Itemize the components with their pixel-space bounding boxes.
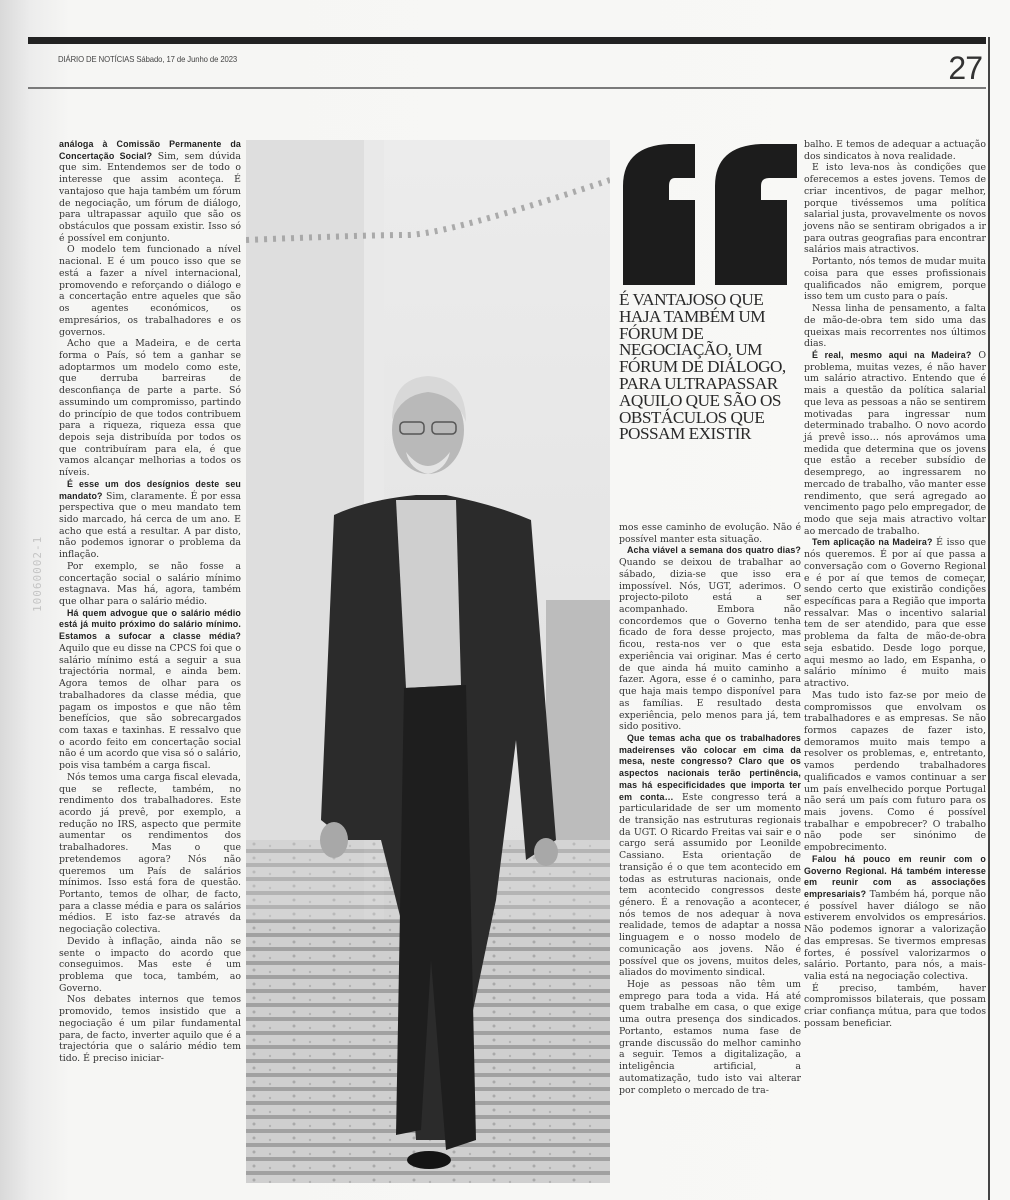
interview-question: Que temas acha que os trabalhadores madeirenses vão colocar em cima da mesa, neste congresso? Claro que os aspectos nacionais terão pertinência, mas há especificidades que importa ter em conta…: [619, 732, 801, 802]
side-barcode-text: 10060002-1: [31, 535, 44, 612]
article-paragraph: [804, 690, 986, 854]
article-paragraph: [804, 303, 986, 350]
interview-question: Falou há pouco em reunir com o Governo Regional. Há também interesse em reunir com as associações empresariais?: [804, 853, 986, 899]
answer-text: Hoje as pessoas não têm um emprego para toda a vida. Há até quem trabalhe em casa, o que exige uma outra presença dos sindicados. Portanto, estamos numa fase de grande discussão do melhor caminho a seguir. Temos a digitalização, a inteligência artificial, a automatização, tudo isto vai alterar por completo o mercado de tra-: [619, 979, 801, 1096]
article-paragraph: [804, 256, 986, 303]
article-paragraph: [619, 733, 801, 979]
article-paragraph: [804, 350, 986, 538]
article-paragraph: [804, 162, 986, 256]
article-column-1: [59, 139, 241, 1065]
pull-quote: É VANTAJOSO QUE HAJA TAMBÉM UM FÓRUM DE NEGOCIAÇÃO, UM FÓRUM DE DIÁLOGO, PARA ULTRAPASSAR AQUILO QUE SÃO OS OBSTÁCULOS QUE POSSAM EXISTIR: [619, 290, 786, 444]
article-paragraph: [59, 561, 241, 608]
answer-text: Portanto, nós temos de mudar muita coisa para que esses profissionais qualificados não emigrem, porque isso tem um custo para o país.: [804, 256, 986, 303]
interview-question: É esse um dos desígnios deste seu mandato?: [59, 478, 241, 501]
article-paragraph: [59, 772, 241, 936]
answer-text: Sim, claramente. É por essa perspectiva que o meu mandato tem sido marcado, há cerca de um ano. E acho que está a resultar. A par disto, não podemos ignorar o problema da inflação.: [59, 490, 241, 561]
interview-question: É real, mesmo aqui na Madeira?: [812, 349, 972, 360]
answer-text: Nós temos uma carga fiscal elevada, que se reflecte, também, no rendimento dos trabalhadores. Este acordo já prevê, por exemplo, a redução no IRS, aspecto que permite aumentar os rendimentos dos trabalhadores. Mas o que pretendemos agora? Nós não queremos um País de salários mínimos. Isso está fora de questão. Portanto, temos de olhar, de facto, para a classe média e para os salários médios. E isto faz-se através da negociação colectiva.: [59, 771, 241, 936]
article-column-4: [804, 139, 986, 1030]
article-paragraph: [619, 545, 801, 733]
page-edge-rule: [988, 37, 990, 1200]
quote-mark-icon: [619, 140, 799, 285]
interview-question: análoga à Comissão Permanente da Concertação Social?: [59, 139, 241, 161]
answer-text: Por exemplo, se não fosse a concertação social o salário mínimo estagnava. Mas há, agora, também que olhar para o salário médio.: [59, 560, 241, 608]
article-paragraph: [804, 854, 986, 983]
answer-text: Nos debates internos que temos promovido, temos insistido que a negociação é um pilar fundamental para, de facto, inverter aquilo que é a trajectória que o salário médio tem tido. É preciso iniciar-: [59, 994, 241, 1065]
masthead: [58, 54, 237, 64]
article-paragraph: [59, 244, 241, 338]
answer-text: O problema, muitas vezes, é não haver um salário atractivo. Entendo que é mais a questão da política salarial que leva as pessoas a não se sentirem motivadas para ingressar num determinado trabalho. O novo acordo já prevê isso… nós aprovámos uma medida que determina que os jovens que estão a receber subsídio de desemprego, ao ingressarem no mercado de trabalho, vão manter esse rendimento, que será agregado ao vencimento pago pelo empregador, de modo que seja mais atractivo voltar ao mercado de trabalho.: [804, 349, 986, 537]
article-paragraph: [59, 139, 241, 244]
header-divider: [28, 87, 986, 89]
answer-text: Também há, porque não é possível haver diálogo se não estiverem envolvidos os empresários. Não podemos ignorar a valorização das empresas. Se tivermos empresas fortes, é possível valorizarmos o salário. Portanto, para nós, a mais-valia está na negociação colectiva.: [804, 889, 986, 983]
interview-question: Há quem advogue que o salário médio está já muito próximo do salário mínimo. Estamos a sufocar a classe média?: [59, 607, 241, 642]
article-paragraph: [619, 522, 801, 545]
answer-text: Aquilo que eu disse na CPCS foi que o salário mínimo está a seguir a sua trajectória normal, e ainda bem. Agora temos de olhar para os trabalhadores da classe média, que pagam os impostos e que não têm benefícios, que são sobrecargados com taxas e taxinhas. E ressalvo que o acordo feito em concertação social não é um acordo que visa só o salário, pois visa também a carga fiscal.: [59, 642, 241, 772]
article-paragraph: [59, 608, 241, 772]
answer-text: Acho que a Madeira, e de certa forma o País, só tem a ganhar se adoptarmos um modelo como este, que derruba barreiras de desconfiança de parte a parte. Só assumindo um compromisso, partindo do princípio de que todos contribuem para a riqueza, riqueza essa que depois seja distribuída por todos os que contribuíram para ela, é que vamos alcançar melhorias a todos os níveis.: [59, 338, 241, 479]
article-paragraph: [59, 936, 241, 995]
article-paragraph: [804, 139, 986, 162]
article-column-3: [619, 522, 801, 1096]
publication-name: DIÁRIO DE NOTÍCIAS: [58, 54, 135, 64]
photo-image: [246, 140, 610, 1183]
answer-text: E isto leva-nos às condições que oferecemos a estes jovens. Temos de criar incentivos, de pagar melhor, porque tivéssemos uma política salarial justa, provavelmente os novos jovens não se sentiram obrigados a ir para outras geografias para encontrar salários mais atractivos.: [804, 162, 986, 256]
article-paragraph: [59, 479, 241, 561]
answer-text: Nessa linha de pensamento, a falta de mão-de-obra tem sido uma das queixas mais recorrentes nos últimos dias.: [804, 303, 986, 350]
answer-text: O modelo tem funcionado a nível nacional. E é um pouco isso que se está a fazer a nível internacional, promovendo e reforçando o diálogo e a concertação entre aqueles que são os agentes económicos, os empresários, os trabalhadores e os governos.: [59, 244, 241, 338]
top-rule: [28, 37, 986, 44]
page-number: 27: [948, 50, 982, 86]
answer-text: Sim, sem dúvida que sim. Entendemos ser de todo o interesse que assim aconteça. É vantajoso que haja também um fórum de negociação, um fórum de diálogo, para ultrapassar aquilo que são os obstáculos que possam existir. Isso só é possível em conjunto.: [59, 150, 241, 244]
answer-text: É preciso, também, haver compromissos bilaterais, que possam criar confiança mútua, para que todos possam beneficiar.: [804, 982, 986, 1029]
answer-text: mos esse caminho de evolução. Não é possível manter esta situação.: [619, 522, 801, 545]
interview-question: Tem aplicação na Madeira?: [812, 537, 933, 548]
article-paragraph: [804, 537, 986, 689]
answer-text: Mas tudo isto faz-se por meio de compromissos que envolvam os trabalhadores e as empresas. Se não formos capazes de fazer isto, demoramos muito mais tempo a resolver os problemas, e, entretanto, vamos perdendo trabalhadores qualificados e vamos continuar a ser um país envelhecido porque Portugal não será um país com futuro para os mais jovens. Como é possível trabalhar e empobrecer? O trabalho não pode ser sinónimo de empobrecimento.: [804, 689, 986, 854]
article-paragraph: [59, 994, 241, 1064]
interview-question: Acha viável a semana dos quatro dias?: [627, 545, 801, 556]
answer-text: É isso que nós queremos. É por aí que passa a conversação com o Governo Regional e é por aí que temos de começar, sendo certo que existirão condições específicas para a Região que importa ressalvar. Mas o incentivo salarial tem de ser atendido, para que esse problema da falta de mão-de-obra seja esbatido. Desde logo porque, aqui mesmo ao lado, em Espanha, o salário mínimo é muito mais atractivo.: [804, 537, 987, 690]
answer-text: Quando se deixou de trabalhar ao sábado, dizia-se que isso era impossível. Nós, UGT, aderimos. O projecto-piloto está a ser acompanhado. Embora não concordemos que o Governo tenha ficado de fora desse projecto, mas ficou, resta-nos ver o que esta experiência vai originar. Mas é certo de que ainda há muito caminho a fazer. Agora, esse é o caminho, para que haja mais tempo disponível para as famílias. E resultado desta experiência, pelo menos para já, tem sido positivo.: [619, 557, 801, 733]
article-paragraph: [619, 979, 801, 1096]
answer-text: balho. E temos de adequar a actuação dos sindicatos à nova realidade.: [804, 139, 986, 162]
article-paragraph: [804, 983, 986, 1030]
answer-text: Devido à inflação, ainda não se sente o impacto do acordo que conseguimos. Mas este é um problema que toca, também, ao Governo.: [59, 935, 241, 994]
article-paragraph: [59, 338, 241, 479]
answer-text: Este congresso terá a particularidade de ser um momento de transição nas estruturas regionais da UGT. O Ricardo Freitas vai sair e o cargo será assumido por Leonilde Cassiano. Esta orientação de transição é o que tem acontecido em todas as estruturas nacionais, onde tem acontecido congressos deste género. É a renovação a acontecer, nós temos de nos adequar à nova realidade, temos de adaptar a nossa linguagem e o nosso modelo de comunicação aos jovens. Não é possível que os jovens, muitos deles, aliados do movimento sindical.: [619, 791, 802, 979]
issue-date: Sábado, 17 de Junho de 2023: [136, 54, 238, 64]
portrait-photo: [246, 140, 610, 1183]
